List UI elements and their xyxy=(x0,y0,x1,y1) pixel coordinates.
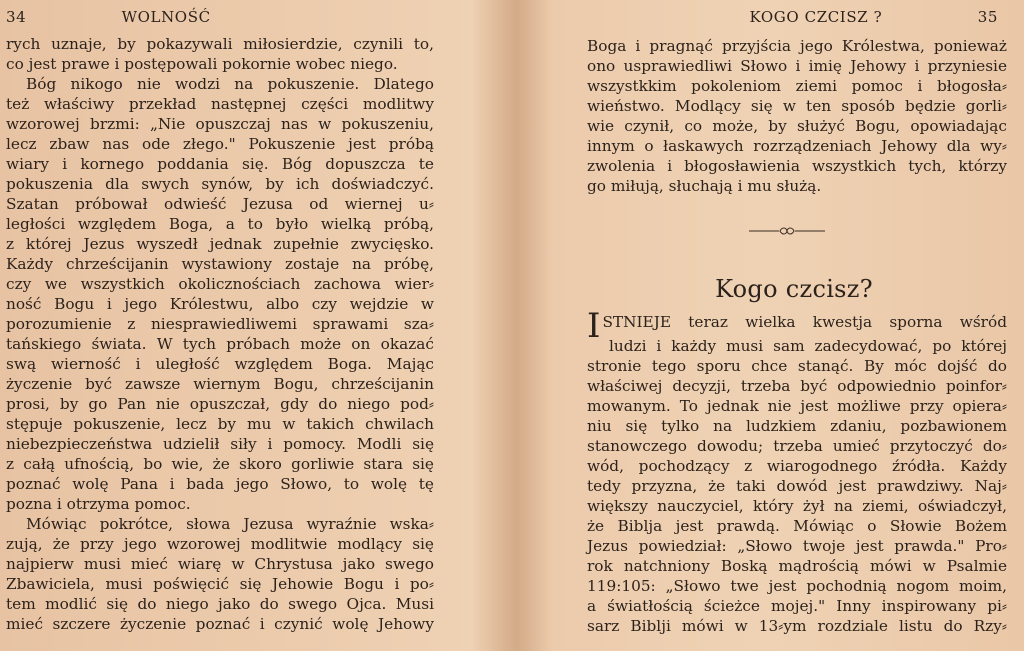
text-line: zwolenia i błogosławienia wszystkich tych, którzy xyxy=(587,157,1007,175)
left-running-title: WOLNOŚĆ xyxy=(121,8,211,26)
text-line: Mówiąc pokrótce, słowa Jezusa wyraźnie wska⸗ xyxy=(26,515,434,533)
text-line: tedy przyzna, że taki dowód jest prawdziwy. Naj⸗ xyxy=(587,477,1007,495)
text-line: Zbawiciela, musi poświęcić się Jehowie Bogu i po⸗ xyxy=(6,575,434,593)
text-line: mowanym. To jednak nie jest możliwe przy opiera⸗ xyxy=(587,397,1007,415)
text-line: prosi, by go Pan nie opuszczał, gdy do niego pod⸗ xyxy=(6,395,434,413)
section-divider-ornament xyxy=(567,196,1007,266)
text-line: pokuszenia dla swych synów, by ich doświadczyć. xyxy=(6,175,434,193)
text-line: ludzi i każdy musi sam zadecydować, po której xyxy=(609,337,1007,355)
text-line: go miłują, słuchają i mu służą. xyxy=(587,177,822,195)
text-line: ono usprawiedliwi Słowo i imię Jehowy i przyniesie xyxy=(587,57,1007,75)
text-line: też właściwy przekład następnej części modlitwy xyxy=(6,95,434,113)
text-line: 119:105: „Słowo twe jest pochodnią nogom moim, xyxy=(587,577,1007,595)
right-body-text xyxy=(587,34,1007,636)
text-line: rok natchniony Boską mądrością mówi w Psalmie xyxy=(587,557,1007,575)
text-line: stępuje pokuszenie, lecz by mu w takich chwilach xyxy=(6,415,434,433)
chapter-opening xyxy=(587,306,1007,356)
left-page-number: 34 xyxy=(6,8,27,26)
text-line: zują, że przy jego wzorowej modlitwie modlący się xyxy=(6,535,434,553)
text-line: tem modlić się do niego jako do swego Ojca. Musi xyxy=(6,595,434,613)
right-page-number: 35 xyxy=(977,8,998,26)
text-line: wszystkkim pokoleniom ziemi pomoc i błogosła⸗ xyxy=(587,77,1007,95)
text-line: właściwej decyzji, trzeba być odpowiednio poinfor⸗ xyxy=(587,377,1007,395)
right-running-head xyxy=(512,0,1014,34)
text-line: ległości względem Boga, a to było wielką próbą, xyxy=(6,215,434,233)
text-line: sarz Biblji mówi w 13⸗ym rozdziale listu do Rzy⸗ xyxy=(587,617,1007,635)
text-line: poznać wolę Pana i bada jego Słowo, to wolę tę xyxy=(6,475,434,493)
text-line: lecz zbaw nas ode złego." Pokuszenie jest próbą xyxy=(6,135,434,153)
drop-cap-letter: I xyxy=(587,306,601,346)
text-line: tańskiego świata. W tych próbach może on okazać xyxy=(6,335,434,353)
text-line: wiary i kornego poddania się. Bóg dopuszcza te xyxy=(6,155,434,173)
text-line: pozna i otrzyma pomoc. xyxy=(6,495,191,513)
right-page xyxy=(512,0,1024,651)
text-line: co jest prawe i postępowali pokornie wobec niego. xyxy=(6,55,398,73)
text-line: mieć szczere życzenie poznać i czynić wolę Jehowy xyxy=(6,615,434,633)
text-line: innym o łaskawych rozrządzeniach Jehowy dla wy⸗ xyxy=(587,137,1007,155)
right-running-title: KOGO CZCISZ ? xyxy=(749,8,883,26)
first-line-rest: STNIEJE teraz wielka kwestja sporna wśród xyxy=(602,313,1007,331)
text-line: najpierw musi mieć wiarę w Chrystusa jako swego xyxy=(6,555,434,573)
text-line: większy nauczyciel, który żył na ziemi, oświadczył, xyxy=(587,497,1007,515)
text-line: ność Bogu i jego Królestwu, albo czy wejdzie w xyxy=(6,295,434,313)
text-line: że Biblja jest prawdą. Mówiąc o Słowie Bożem xyxy=(587,517,1007,535)
text-line: Bóg nikogo nie wodzi na pokuszenie. Dlatego xyxy=(26,75,434,93)
text-line: niebezpieczeństwa udzielił siły i pomocy. Modli się xyxy=(6,435,434,453)
text-line: rych uznaje, by pokazywali miłosierdzie, czynili to, xyxy=(6,35,434,53)
text-line: Szatan próbował odwieść Jezusa od wiernej u⸗ xyxy=(6,195,434,213)
text-line: stanowczego dowodu; trzeba umieć przytoczyć do⸗ xyxy=(587,437,1007,455)
text-line: z której Jezus wyszedł jednak zupełnie zwycięsko. xyxy=(6,235,434,253)
text-line: a światłością ścieżce mojej." Inny inspirowany pi⸗ xyxy=(587,597,1007,615)
text-line: wód, pochodzący z wiarogodnego źródła. Każdy xyxy=(587,457,1007,475)
text-line: porozumienie z niesprawiedliwemi sprawami sza⸗ xyxy=(6,315,434,333)
text-line: wieństwo. Modlący się w ten sposób będzie gorli⸗ xyxy=(587,97,1007,115)
text-line: z całą ufnością, bo wie, że skoro gorliwie stara się xyxy=(6,455,434,473)
text-line: Boga i pragnąć przyjścia jego Królestwa, ponieważ xyxy=(587,37,1007,55)
text-line: Jezus powiedział: „Słowo twoje jest prawda." Pro⸗ xyxy=(587,537,1007,555)
text-line: czy we wszystkich okolicznościach zachowa wier⸗ xyxy=(6,275,434,293)
left-body-text xyxy=(2,34,434,634)
left-running-head xyxy=(2,0,498,34)
text-line: stronie tego sporu chce stanąć. By móc dojść do xyxy=(587,357,1007,375)
text-line: niu się tylko na ludzkiem zdaniu, pozbawionem xyxy=(587,417,1007,435)
text-line: swą wierność i uległość względem Boga. Mając xyxy=(6,355,434,373)
text-line: życzenie być zawsze wiernym Bogu, chrześcijanin xyxy=(6,375,434,393)
text-line: Każdy chrześcijanin wystawiony zostaje na próbę, xyxy=(6,255,434,273)
chapter-title: Kogo czcisz? xyxy=(715,275,873,303)
text-line: wie czynił, co może, by służyć Bogu, opowiadając xyxy=(587,117,1007,135)
text-line: wzorowej brzmi: „Nie opuszczaj nas w pokuszeniu, xyxy=(6,115,434,133)
ornament-icon xyxy=(747,226,827,236)
